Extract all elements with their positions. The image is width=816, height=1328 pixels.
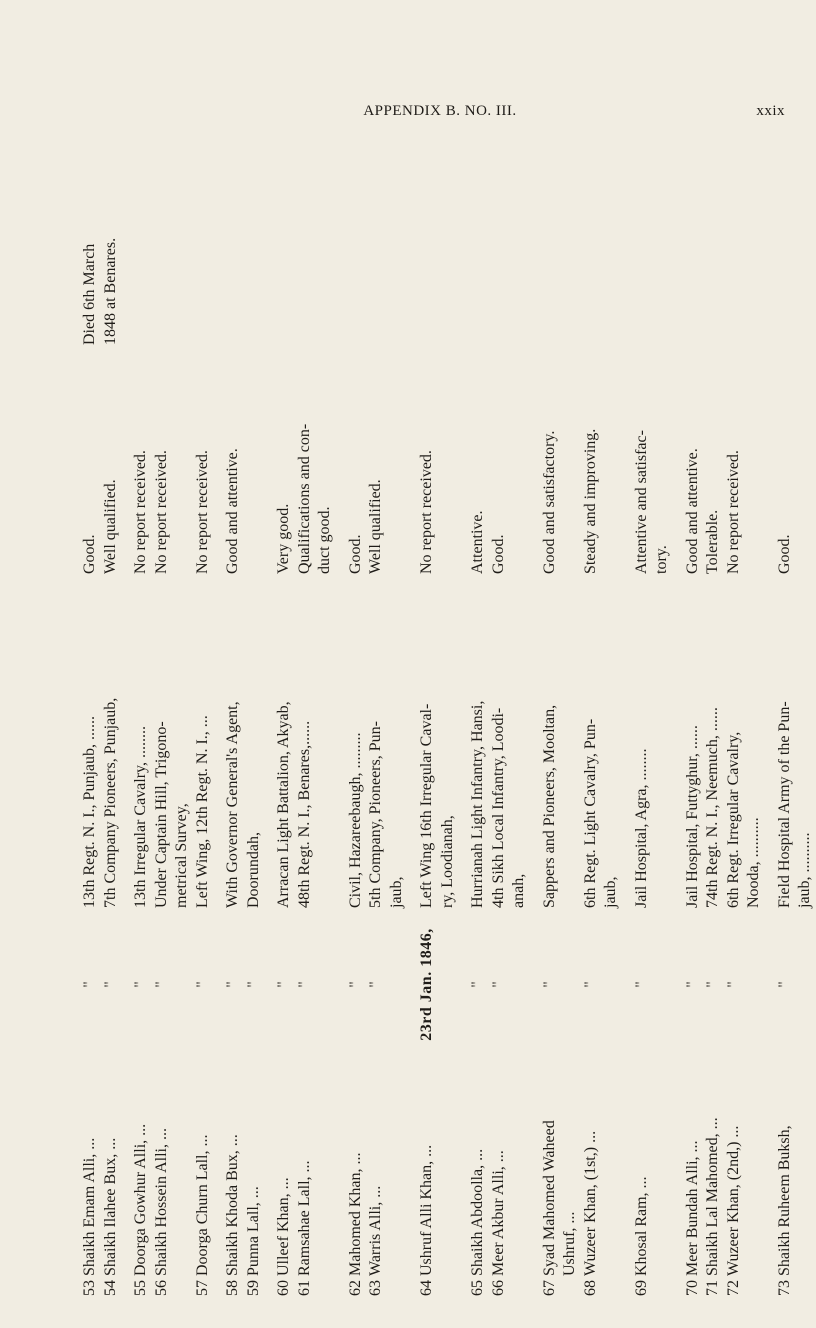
spacer-cell — [264, 1059, 274, 1278]
service-location: Arracan Light Battalion, Akyab, — [275, 701, 292, 908]
table-row — [632, 138, 653, 1322]
entry-number: 71 — [704, 1280, 721, 1296]
spacer-cell — [213, 347, 223, 576]
group-spacer — [458, 138, 468, 1322]
spacer-cell — [264, 138, 274, 347]
entry-number: 57 — [193, 1280, 211, 1296]
service-location: Under Captain Hill, Trigono- — [152, 721, 170, 908]
ditto-mark: " — [81, 981, 98, 988]
spacer-cell — [673, 138, 683, 347]
remarks — [193, 138, 214, 347]
remarks — [223, 138, 244, 347]
remarks — [417, 138, 438, 347]
entry-number: 72 — [724, 1280, 742, 1296]
conduct-report: Good. — [489, 534, 507, 574]
conduct-report: Good. — [346, 534, 364, 574]
table-row — [560, 138, 581, 1322]
remarks — [724, 138, 745, 347]
student-name — [601, 1059, 622, 1278]
student-name: Ramsahae Lall, ... — [295, 1160, 313, 1276]
spacer-cell — [765, 1278, 775, 1322]
conduct-report: Attentive and satisfac- — [632, 430, 650, 574]
conduct-report — [172, 347, 193, 576]
remarks — [683, 138, 704, 347]
spacer-cell — [622, 910, 632, 1059]
table-row — [346, 138, 367, 1322]
entry-number — [652, 1278, 673, 1322]
spacer-cell — [336, 576, 346, 910]
table-row — [387, 138, 408, 1322]
student-name: Doorga Gowhur Alli, ... — [132, 1123, 149, 1276]
spacer-cell — [530, 910, 540, 1059]
table-row — [295, 138, 316, 1322]
spacer-cell — [673, 1059, 683, 1278]
service-location: With Governor General's Agent, — [224, 701, 241, 908]
spacer-cell — [622, 347, 632, 576]
service-location: Civil, Hazareebaugh, ......... — [346, 732, 364, 908]
spacer-cell — [213, 1278, 223, 1322]
spacer-cell — [765, 347, 775, 576]
spacer-cell — [336, 347, 346, 576]
service-location: Jail Hospital, Agra, ........ — [632, 748, 650, 908]
spacer-cell — [765, 576, 775, 910]
conduct-report — [795, 347, 816, 576]
spacer-cell — [264, 1278, 274, 1322]
table-row — [795, 138, 816, 1322]
spacer-cell — [765, 138, 775, 347]
spacer-cell — [336, 138, 346, 347]
ditto-mark: " — [632, 981, 650, 988]
entry-number — [601, 1278, 622, 1322]
student-name: Ushruf Alli Khan, ... — [418, 1144, 435, 1276]
register-table — [80, 138, 816, 1322]
remarks — [131, 138, 152, 347]
spacer-cell — [622, 1278, 632, 1322]
service-location: jaub, — [387, 876, 405, 908]
student-name: Ushruf, ... — [561, 1211, 578, 1276]
rotated-register — [80, 142, 813, 1322]
service-location: Nooda, .......... — [745, 817, 762, 908]
service-location: Field Hospital Army of the Pun- — [775, 701, 793, 908]
spacer-cell — [213, 138, 223, 347]
entry-number: 65 — [469, 1280, 486, 1296]
register-body — [80, 138, 816, 1322]
remarks — [489, 138, 510, 347]
entry-number — [744, 1278, 765, 1322]
spacer-cell — [673, 576, 683, 910]
table-row — [652, 138, 673, 1322]
service-location: 48th Regt. N. I., Benares,...... — [295, 720, 313, 908]
service-location: 7th Company Pioneers, Punjaub, — [101, 697, 119, 908]
spacer-cell — [213, 910, 223, 1059]
spacer-cell — [336, 1278, 346, 1322]
group-spacer — [264, 138, 274, 1322]
running-title: APPENDIX B. NO. III. — [363, 103, 517, 119]
student-name: Ulleef Khan, ... — [275, 1177, 292, 1276]
entry-number — [315, 1278, 336, 1322]
spacer-cell — [336, 1059, 346, 1278]
remarks — [652, 138, 673, 347]
ditto-mark: " — [469, 981, 486, 988]
empty-date — [172, 910, 193, 1059]
student-name — [795, 1059, 816, 1278]
ditto-mark: " — [540, 981, 558, 988]
conduct-report: Good and satisfactory. — [540, 430, 558, 574]
page-header — [95, 103, 785, 127]
spacer-cell — [213, 1059, 223, 1278]
conduct-report: No report received. — [152, 450, 170, 574]
student-name — [509, 1059, 530, 1278]
service-location — [560, 576, 581, 910]
remarks — [775, 138, 796, 347]
spacer-cell — [673, 910, 683, 1059]
service-location: 5th Company, Pioneers, Pun- — [367, 721, 384, 908]
ditto-mark: " — [275, 981, 292, 988]
table-row — [540, 138, 561, 1322]
ditto-mark: " — [152, 981, 170, 988]
entry-number: 56 — [152, 1280, 170, 1296]
remarks — [274, 138, 295, 347]
entry-number — [560, 1278, 581, 1322]
conduct-report: Well qualified. — [101, 479, 119, 574]
conduct-report: Well qualified. — [367, 479, 384, 574]
spacer-cell — [121, 347, 131, 576]
service-location: 74th Regt. N. I., Neemuch, ...... — [704, 707, 721, 908]
ditto-mark: " — [224, 981, 241, 988]
remarks — [315, 138, 336, 347]
student-name: Shaikh Lal Mahomed, ... — [704, 1117, 721, 1276]
service-location: jaub, — [602, 876, 619, 908]
entry-number: 59 — [244, 1280, 262, 1296]
entry-number: 67 — [540, 1280, 558, 1296]
table-row — [101, 138, 122, 1322]
service-location: jaub, .......... — [796, 832, 813, 908]
table-row — [223, 138, 244, 1322]
entry-number: 70 — [683, 1280, 701, 1296]
conduct-report: No report received. — [724, 450, 742, 574]
spacer-cell — [121, 138, 131, 347]
spacer-cell — [673, 1278, 683, 1322]
entry-number: 64 — [418, 1280, 435, 1296]
remarks — [438, 138, 459, 347]
conduct-report — [744, 347, 765, 576]
remarks — [346, 138, 367, 347]
empty-date — [744, 910, 765, 1059]
remarks — [560, 138, 581, 347]
entry-number: 61 — [295, 1280, 313, 1296]
spacer-cell — [121, 576, 131, 910]
conduct-report: No report received. — [193, 450, 211, 574]
remarks — [795, 138, 816, 347]
service-location: 6th Regt. Irregular Cavalry, — [724, 731, 742, 908]
table-row — [489, 138, 510, 1322]
table-row — [438, 138, 459, 1322]
ditto-mark: " — [724, 981, 742, 988]
conduct-report: Good. — [81, 534, 98, 574]
ditto-mark: " — [683, 981, 701, 988]
remarks: Died 6th March — [81, 243, 98, 345]
ditto-mark: " — [581, 981, 599, 988]
student-name: Wuzeer Khan, (1st,) ... — [581, 1130, 599, 1276]
conduct-report: Steady and improving. — [581, 428, 599, 574]
remarks — [172, 138, 193, 347]
group-spacer — [121, 138, 131, 1322]
student-name: Wuzeer Khan, (2nd,) ... — [724, 1125, 742, 1276]
spacer-cell — [530, 1278, 540, 1322]
table-row — [131, 138, 152, 1322]
entry-number — [387, 1278, 408, 1322]
table-row — [152, 138, 173, 1322]
remarks — [152, 138, 173, 347]
spacer-cell — [458, 576, 468, 910]
service-location: 13th Irregular Cavalry, ........ — [132, 725, 149, 908]
entry-number: 62 — [346, 1280, 364, 1296]
conduct-report: Good and attentive. — [224, 448, 241, 574]
conduct-report — [601, 347, 622, 576]
student-name: Warris Alli, ... — [367, 1185, 384, 1276]
empty-date — [652, 910, 673, 1059]
table-row — [315, 138, 336, 1322]
conduct-report — [438, 347, 459, 576]
student-name: Shaikh Khoda Bux, ... — [224, 1134, 241, 1276]
service-location: Left Wing, 12th Regt. N. I., ... — [193, 715, 211, 908]
entry-number — [438, 1278, 459, 1322]
service-location — [315, 576, 336, 910]
spacer-cell — [458, 910, 468, 1059]
conduct-report: duct good. — [316, 506, 333, 574]
entry-number — [509, 1278, 530, 1322]
group-spacer — [530, 138, 540, 1322]
spacer-cell — [622, 1059, 632, 1278]
spacer-cell — [530, 576, 540, 910]
service-location: Left Wing 16th Irregular Caval- — [418, 703, 435, 908]
student-name: Doorga Churn Lall, ... — [193, 1134, 211, 1276]
service-location: Hurrianah Light Infantry, Hansi, — [469, 700, 486, 908]
group-spacer — [622, 138, 632, 1322]
conduct-report — [560, 347, 581, 576]
group-spacer — [213, 138, 223, 1322]
entry-number — [172, 1278, 193, 1322]
table-row — [601, 138, 622, 1322]
entry-number: 55 — [132, 1280, 149, 1296]
conduct-report: Good. — [775, 534, 793, 574]
conduct-report: Tolerable. — [704, 509, 721, 574]
remarks — [468, 138, 489, 347]
spacer-cell — [530, 347, 540, 576]
student-name: Meer Bundah Alli, ... — [683, 1140, 701, 1276]
remarks — [744, 138, 765, 347]
spacer-cell — [765, 910, 775, 1059]
student-name: Meer Akbur Alli, ... — [489, 1150, 507, 1276]
conduct-report: No report received. — [132, 450, 149, 574]
remarks — [387, 138, 408, 347]
spacer-cell — [264, 347, 274, 576]
student-name: Shaikh Ruheem Buksh, — [775, 1125, 793, 1276]
entry-number: 69 — [632, 1280, 650, 1296]
student-name — [315, 1059, 336, 1278]
student-name — [438, 1059, 459, 1278]
entry-number: 53 — [81, 1280, 98, 1296]
ditto-mark: " — [367, 981, 384, 988]
group-spacer — [673, 138, 683, 1322]
empty-date — [438, 910, 459, 1059]
spacer-cell — [121, 910, 131, 1059]
conduct-report: Qualifications and con- — [295, 423, 313, 574]
spacer-cell — [407, 138, 417, 347]
spacer-cell — [530, 138, 540, 347]
ditto-mark: " — [346, 981, 364, 988]
student-name: Punna Lall, ... — [244, 1186, 262, 1276]
student-name — [652, 1059, 673, 1278]
empty-date — [601, 910, 622, 1059]
empty-date — [509, 910, 530, 1059]
ditto-mark: " — [775, 981, 793, 988]
spacer-cell — [458, 1059, 468, 1278]
remarks — [703, 138, 724, 347]
spacer-cell — [530, 1059, 540, 1278]
student-name: Shaikh Abdoolla, ... — [469, 1148, 486, 1276]
spacer-cell — [121, 1278, 131, 1322]
spacer-cell — [213, 576, 223, 910]
remarks — [601, 138, 622, 347]
table-row — [581, 138, 602, 1322]
conduct-report — [509, 347, 530, 576]
spacer-cell — [458, 347, 468, 576]
spacer-cell — [407, 576, 417, 910]
service-location: Jail Hospital, Futtyghur, ...... — [683, 725, 701, 908]
table-row — [683, 138, 704, 1322]
student-name: Khosal Ram, ... — [632, 1176, 650, 1276]
table-row — [509, 138, 530, 1322]
entry-number — [795, 1278, 816, 1322]
appointment-date: 23rd Jan. 1846, — [418, 928, 435, 1041]
spacer-cell — [765, 1059, 775, 1278]
conduct-report: Attentive. — [469, 510, 486, 574]
conduct-report — [387, 347, 408, 576]
group-spacer — [407, 138, 417, 1322]
ditto-mark: " — [193, 981, 211, 988]
spacer-cell — [407, 1278, 417, 1322]
spacer-cell — [264, 576, 274, 910]
spacer-cell — [622, 576, 632, 910]
table-row — [274, 138, 295, 1322]
service-location: Sappers and Pioneers, Mooltan, — [540, 704, 558, 908]
conduct-report — [244, 347, 265, 576]
service-location: anah, — [510, 873, 527, 908]
remarks — [581, 138, 602, 347]
spacer-cell — [622, 138, 632, 347]
student-name — [744, 1059, 765, 1278]
service-location — [652, 576, 673, 910]
service-location: 13th Regt. N. I., Punjaub, ...... — [81, 716, 98, 908]
table-row — [193, 138, 214, 1322]
empty-date — [795, 910, 816, 1059]
table-row — [724, 138, 745, 1322]
ditto-mark: " — [101, 981, 119, 988]
ditto-mark: " — [244, 981, 262, 988]
entry-number: 73 — [775, 1280, 793, 1296]
spacer-cell — [407, 347, 417, 576]
spacer-cell — [458, 138, 468, 347]
table-row — [775, 138, 796, 1322]
empty-date — [560, 910, 581, 1059]
student-name — [172, 1059, 193, 1278]
service-location: 4th Sikh Local Infantry, Loodi- — [489, 707, 507, 908]
service-location: ry, Loodianah, — [438, 815, 456, 908]
entry-number: 58 — [224, 1280, 241, 1296]
conduct-report: No report received. — [418, 450, 435, 574]
student-name: Shaikh Ilahee Bux, ... — [101, 1137, 119, 1276]
spacer-cell — [336, 910, 346, 1059]
conduct-report: tory. — [653, 545, 670, 574]
student-name — [387, 1059, 408, 1278]
table-row — [744, 138, 765, 1322]
table-row — [244, 138, 265, 1322]
empty-date — [387, 910, 408, 1059]
page-number: xxix — [756, 103, 785, 119]
conduct-report: Good and attentive. — [683, 448, 701, 574]
ditto-mark: " — [489, 981, 507, 988]
spacer-cell — [264, 910, 274, 1059]
student-name: Shaikh Emam Alli, ... — [81, 1137, 98, 1276]
table-row — [703, 138, 724, 1322]
group-spacer — [765, 138, 775, 1322]
student-name: Syad Mahomed Waheed — [540, 1120, 558, 1276]
entry-number: 63 — [367, 1280, 384, 1296]
student-name: Shaikh Hossein Alli, ... — [152, 1127, 170, 1276]
table-row — [172, 138, 193, 1322]
entry-number: 66 — [489, 1280, 507, 1296]
ditto-mark: " — [295, 981, 313, 988]
entry-number: 68 — [581, 1280, 599, 1296]
remarks — [295, 138, 316, 347]
table-row — [468, 138, 489, 1322]
table-row — [417, 138, 438, 1322]
ditto-mark: " — [132, 981, 149, 988]
table-row — [80, 138, 101, 1322]
spacer-cell — [673, 347, 683, 576]
spacer-cell — [458, 1278, 468, 1322]
conduct-report: Very good. — [275, 503, 292, 574]
ditto-mark: " — [704, 981, 721, 988]
service-location: 6th Regt. Light Cavalry, Pun- — [581, 718, 599, 908]
spacer-cell — [407, 1059, 417, 1278]
spacer-cell — [407, 910, 417, 1059]
remarks — [366, 138, 387, 347]
empty-date — [315, 910, 336, 1059]
student-name: Mahomed Khan, ... — [346, 1152, 364, 1276]
remarks: 1848 at Benares. — [101, 237, 119, 345]
entry-number: 60 — [275, 1280, 292, 1296]
entry-number: 54 — [101, 1280, 119, 1296]
remarks — [540, 138, 561, 347]
service-location: metrical Survey, — [173, 803, 190, 908]
table-row — [366, 138, 387, 1322]
group-spacer — [336, 138, 346, 1322]
remarks — [509, 138, 530, 347]
service-location: Doorundah, — [244, 832, 262, 908]
remarks — [244, 138, 265, 347]
remarks — [632, 138, 653, 347]
spacer-cell — [121, 1059, 131, 1278]
